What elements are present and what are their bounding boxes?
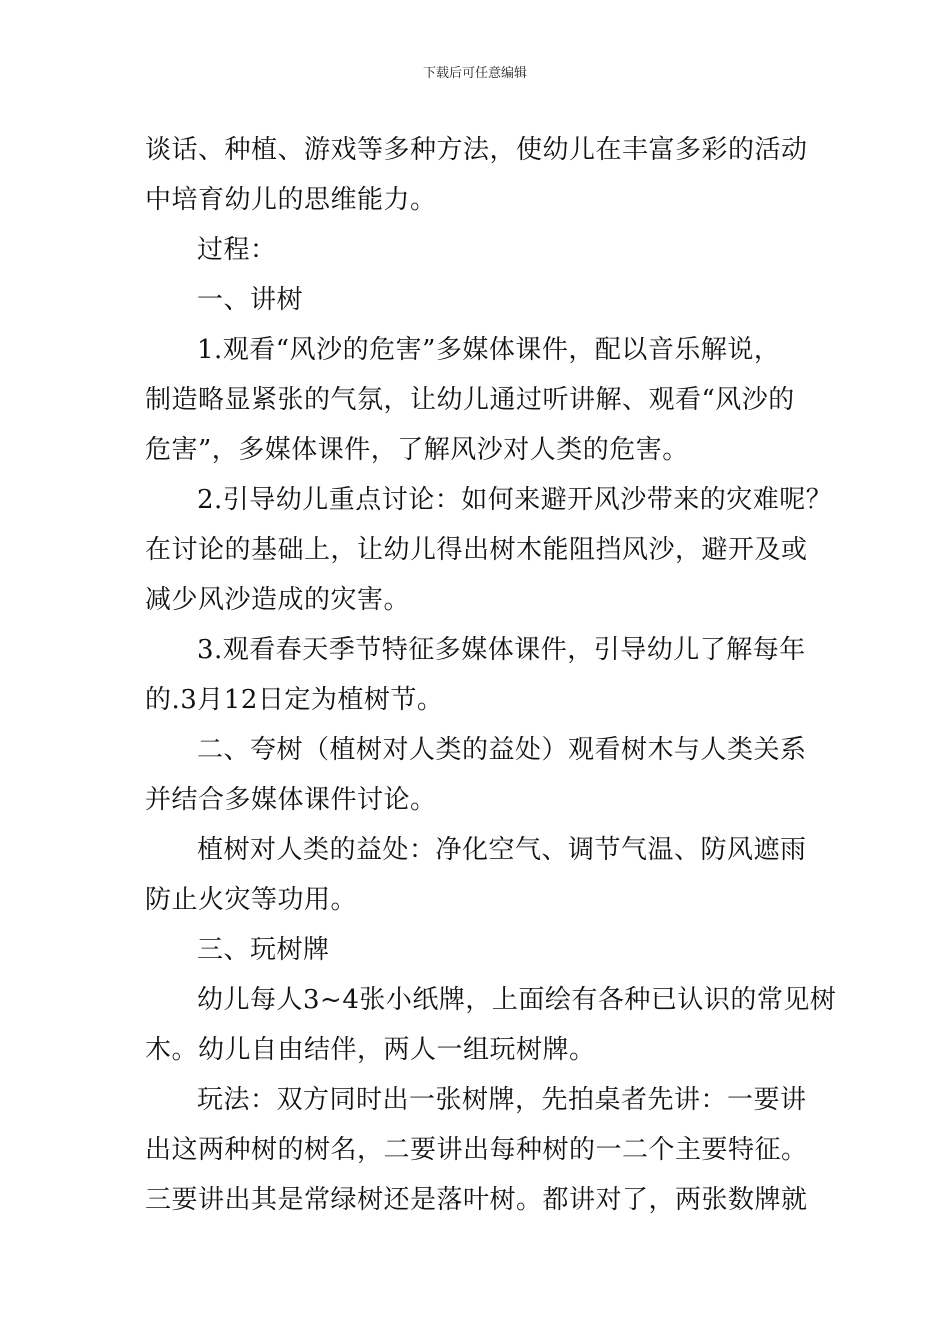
body-line: 3.观看春天季节特征多媒体课件，引导幼儿了解每年 [197, 635, 806, 665]
section-heading: 三、玩树牌 [197, 935, 330, 965]
page-header: 下载后可任意编辑 [422, 66, 527, 81]
body-line: 谈话、种植、游戏等多种方法，使幼儿在丰富多彩的活动 [145, 135, 808, 165]
body-line: 植树对人类的益处：净化空气、调节气温、防风遮雨 [197, 835, 807, 865]
body-line: 危害”，多媒体课件，了解风沙对人类的危害。 [145, 435, 689, 465]
body-line: 2.引导幼儿重点讨论：如何来避开风沙带来的灾难呢？ [197, 485, 833, 515]
body-line: 在讨论的基础上，让幼儿得出树木能阻挡风沙，避开及或 [145, 535, 808, 565]
body-line: 防止火灾等功用。 [145, 885, 358, 915]
section-heading: 一、讲树 [197, 285, 304, 315]
body-line: 减少风沙造成的灾害。 [145, 585, 411, 615]
body-line: 幼儿每人3~4张小纸牌，上面绘有各种已认识的常见树 [197, 985, 837, 1015]
body-line: 1.观看“风沙的危害”多媒体课件，配以音乐解说， [197, 335, 781, 365]
section-heading: 二、夸树（植树对人类的益处）观看树木与人类关系 [197, 735, 807, 765]
body-line: 中培育幼儿的思维能力。 [145, 185, 437, 215]
body-line: 玩法：双方同时出一张树牌，先拍桌者先讲：一要讲 [197, 1085, 807, 1115]
body-line: 过程： [197, 235, 277, 265]
body-line: 出这两种树的树名，二要讲出每种树的一二个主要特征。 [145, 1135, 808, 1165]
body-line: 并结合多媒体课件讨论。 [145, 785, 437, 815]
body-line: 三要讲出其是常绿树还是落叶树。都讲对了，两张数牌就 [145, 1185, 808, 1215]
body-line: 的.3月12日定为植树节。 [145, 685, 444, 715]
body-line: 木。幼儿自由结伴，两人一组玩树牌。 [145, 1035, 596, 1065]
body-line: 制造略显紧张的气氛，让幼儿通过听讲解、观看“风沙的 [145, 385, 795, 415]
